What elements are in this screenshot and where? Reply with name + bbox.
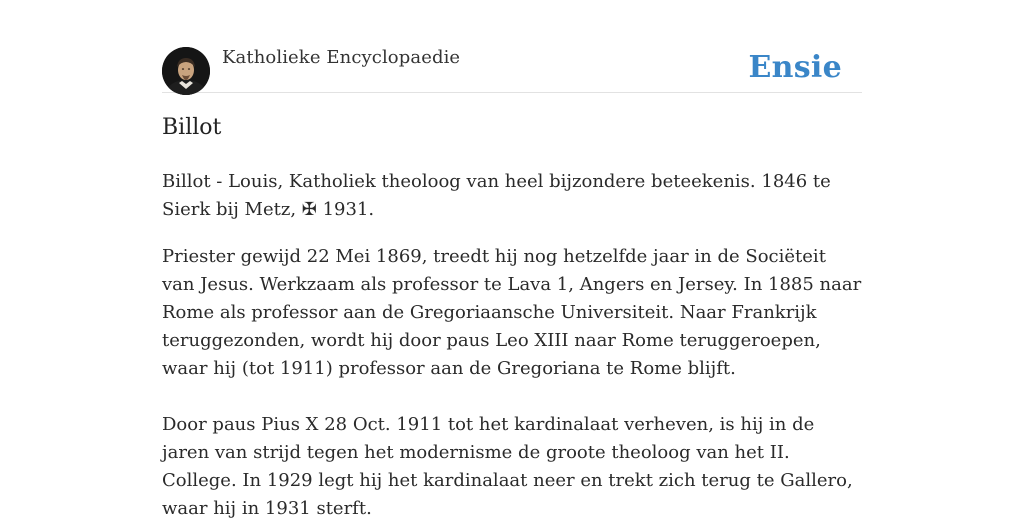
article-paragraph: Priester gewijd 22 Mei 1869, treedt hij nog hetzelfde jaar in de Sociëteit van Jesus. Werkzaam als professor te Lava 1, Angers en Jersey. In 1885 naar Rome als professor aan de Gregoriaansche Universiteit. Naar Frankrijk teruggezonden, wordt hij door paus Leo XIII naar Rome teruggeroepen, waar hij (tot 1911) professor aan de Gregoriana te Rome blijft. — [162, 246, 862, 379]
portrait-avatar-svg — [162, 47, 210, 95]
article-title: Billot — [162, 115, 222, 140]
portrait-avatar-icon[interactable] — [162, 47, 210, 95]
site-header — [162, 44, 862, 93]
ensie-logo[interactable]: Ensie — [748, 50, 842, 85]
article-paragraph: Door paus Pius X 28 Oct. 1911 tot het kardinalaat verheven, is hij in de jaren van strijd tegen het modernisme de groote theoloog van het II. College. In 1929 legt hij het kardinalaat neer en trekt zich terug te Gallero, waar hij in 1931 sterft. — [162, 414, 853, 519]
article-body — [162, 168, 862, 523]
source-name[interactable]: Katholieke Encyclopaedie — [222, 47, 461, 68]
article-paragraph: Billot - Louis, Katholiek theoloog van heel bijzondere beteekenis. 1846 te Sierk bij Metz, ✠ 1931. — [162, 171, 831, 220]
